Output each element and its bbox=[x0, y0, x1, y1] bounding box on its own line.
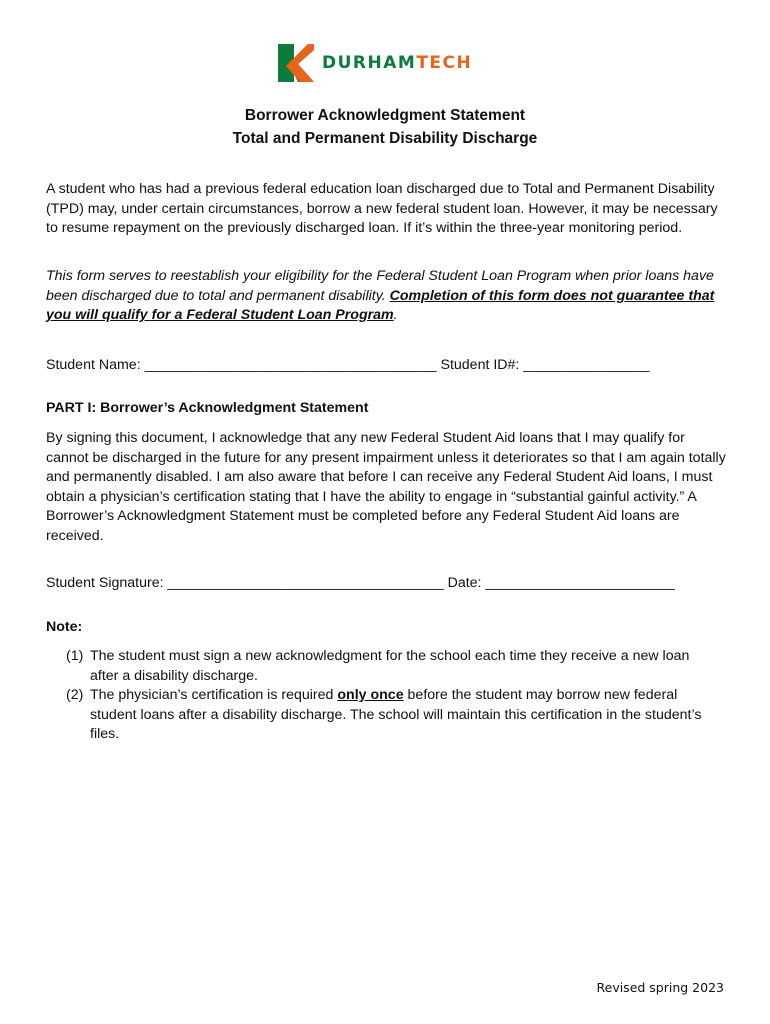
student-id-label: Student ID#: bbox=[436, 357, 524, 373]
part1-paragraph: By signing this document, I acknowledge that any new Federal Student Aid loans that I may qualify for cannot be discharged in the future for any present impairment unless it deteriorates so that I am again totally and permanently disabled. I am also aware that before I can receive any Federal Student Aid loans, I must obtain a physician’s certification stating that I have the ability to engage in “substantial gainful activity.” A Borrower’s Acknowledgment Statement must be completed before any Federal Student Aid loans are received. bbox=[46, 430, 726, 544]
note-heading: Note: bbox=[46, 619, 83, 635]
note-item-number: (2) bbox=[66, 687, 84, 703]
note-item bbox=[66, 686, 716, 745]
logo-word-tech: TECH bbox=[416, 53, 473, 73]
signature-label: Student Signature: bbox=[46, 575, 168, 591]
note-item-emphasis: only once bbox=[337, 687, 404, 703]
part1-heading: PART I: Borrower’s Acknowledgment Statement bbox=[46, 400, 369, 416]
document-title: Borrower Acknowledgment Statement bbox=[244, 107, 526, 124]
durham-tech-logo bbox=[278, 44, 472, 82]
note-item-text-post: before the student may borrow new federal student loans after a disability discharge. The school will maintain this certification in the student’s files. bbox=[90, 687, 702, 742]
student-id-field[interactable]: ________________ bbox=[523, 357, 650, 373]
student-name-field[interactable]: _____________________________________ bbox=[144, 357, 437, 373]
purpose-paragraph bbox=[46, 267, 726, 326]
student-info-line bbox=[46, 357, 650, 373]
student-name-label: Student Name: bbox=[46, 357, 145, 373]
note-list bbox=[66, 647, 716, 745]
date-label: Date: bbox=[443, 575, 486, 591]
revision-note: Revised spring 2023 bbox=[596, 980, 724, 995]
purpose-text: This form serves to reestablish your eligibility for the Federal Student Loan Program when prior loans have been discharged due to total and permanent disability. bbox=[46, 268, 714, 304]
durham-tech-logo-icon bbox=[278, 44, 314, 82]
document-subtitle: Total and Permanent Disability Discharge bbox=[232, 130, 538, 147]
intro-paragraph: A student who has had a previous federal education loan discharged due to Total and Permanent Disability (TPD) may, under certain circumstances, borrow a new federal student loan. However, it may be necessary to resume repayment on the previously discharged loan. If it’s within the three-year monitoring period. bbox=[46, 181, 718, 236]
signature-line bbox=[46, 575, 675, 591]
note-item-text: The student must sign a new acknowledgment for the school each time they receive a new loan after a disability discharge. bbox=[90, 648, 690, 684]
signature-field[interactable]: ___________________________________ bbox=[167, 575, 444, 591]
purpose-tail: . bbox=[393, 307, 398, 323]
logo-word-durham: DURHAM bbox=[322, 53, 417, 73]
logo-wordmark bbox=[322, 53, 472, 73]
date-field[interactable]: ________________________ bbox=[485, 575, 675, 591]
note-item-text bbox=[90, 686, 716, 745]
note-item-text-pre: The physician’s certification is required bbox=[90, 687, 338, 703]
note-item bbox=[66, 647, 716, 686]
note-item-number: (1) bbox=[66, 648, 84, 664]
purpose-disclaimer: Completion of this form does not guarantee that you will qualify for a Federal Student Loan Program bbox=[46, 287, 715, 323]
